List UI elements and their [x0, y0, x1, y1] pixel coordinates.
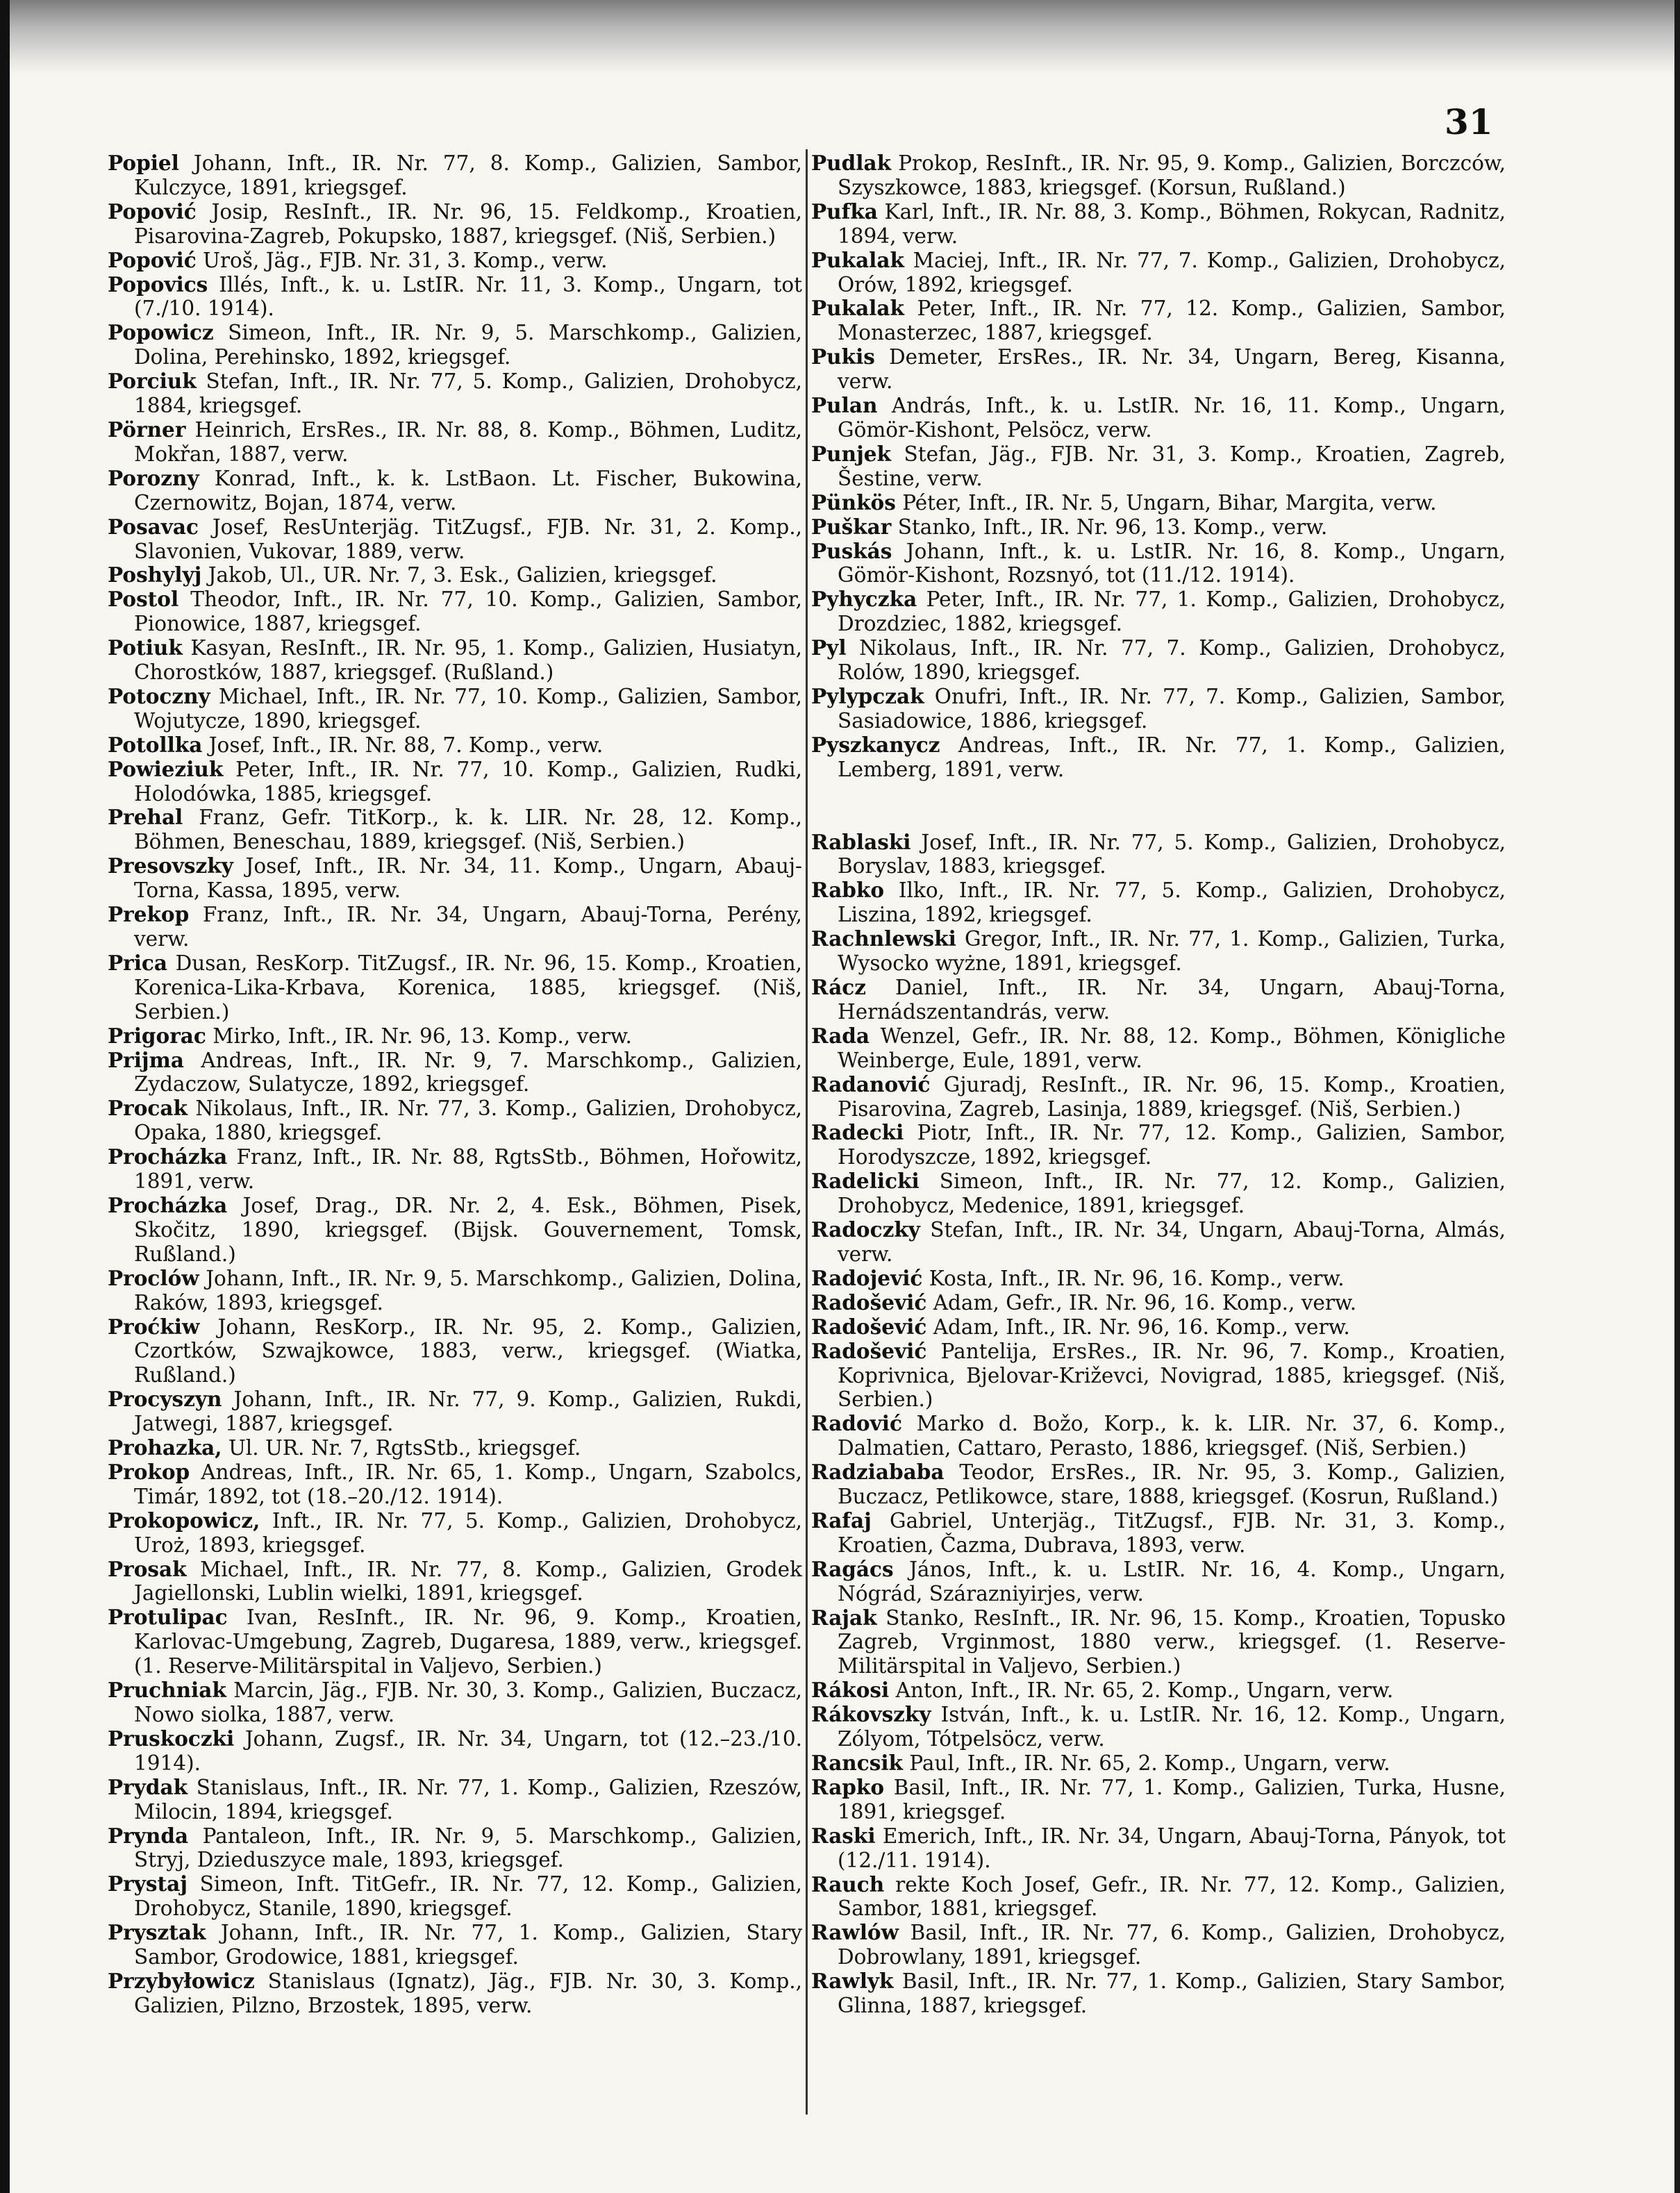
entry-details: Michael, Inft., IR. Nr. 77, 10. Komp., Galizien, Sambor, Wojutycze, 1890, kriegsgef. — [134, 684, 802, 733]
entry-surname: Radojević — [811, 1265, 923, 1290]
entry-details: Stanislaus (Ignatz), Jäg., FJB. Nr. 30, 3. Komp., Galizien, Pilzno, Brzostek, 1895, verw. — [134, 1969, 802, 2017]
register-entry — [811, 491, 1506, 515]
entry-surname: Prijma — [108, 1047, 184, 1072]
entry-details: Stefan, Inft., IR. Nr. 77, 5. Komp., Galizien, Drohobycz, 1884, kriegsgef. — [134, 369, 802, 418]
entry-details: Johann, Inft., IR. Nr. 77, 8. Komp., Galizien, Sambor, Kulczyce, 1891, kriegsgef. — [134, 151, 802, 199]
entry-details: Stanislaus, Inft., IR. Nr. 77, 1. Komp., Galizien, Rzeszów, Milocin, 1894, kriegsgef. — [134, 1775, 802, 1824]
entry-details: Peter, Inft., IR. Nr. 77, 12. Komp., Galizien, Sambor, Monasterzec, 1887, kriegsgef. — [838, 297, 1506, 345]
section-gap — [811, 782, 1506, 831]
register-entry — [811, 1267, 1506, 1291]
register-entry — [108, 1606, 802, 1678]
entry-details: Kasyan, ResInft., IR. Nr. 95, 1. Komp., Galizien, Husiatyn, Chorostków, 1887, kriegsgef. (Rußland.) — [134, 636, 802, 685]
entry-details: Pantaleon, Inft., IR. Nr. 9, 5. Marschkomp., Galizien, Stryj, Dzieduszyce male, 1893, kriegsgef. — [134, 1824, 802, 1872]
entry-details: Peter, Inft., IR. Nr. 77, 10. Komp., Galizien, Rudki, Holodówka, 1885, kriegsgef. — [134, 757, 802, 806]
entry-details: Basil, Inft., IR. Nr. 77, 1. Komp., Galizien, Turka, Husne, 1891, kriegsgef. — [838, 1775, 1506, 1824]
entry-surname: Poshylyj — [108, 562, 202, 587]
register-entry — [811, 1291, 1506, 1315]
entry-surname: Rákosi — [811, 1678, 890, 1703]
entry-details: Johann, Inft., IR. Nr. 9, 5. Marschkomp., Galizien, Dolina, Raków, 1893, kriegsgef. — [134, 1266, 802, 1315]
register-entry — [108, 1096, 802, 1145]
entry-details: Simeon, Inft., IR. Nr. 77, 12. Komp., Galizien, Drohobycz, Medenice, 1891, kriegsgef. — [838, 1169, 1506, 1218]
register-entry — [811, 345, 1506, 394]
entry-surname: Pyhyczka — [811, 587, 917, 612]
register-entry — [108, 1049, 802, 1097]
register-entry — [108, 151, 802, 200]
entry-surname: Potoczny — [108, 683, 210, 708]
entry-details: Inft., IR. Nr. 77, 5. Komp., Galizien, Drohobycz, Uroż, 1893, kriegsgef. — [134, 1508, 802, 1557]
entry-details: Mirko, Inft., IR. Nr. 96, 13. Komp., verw. — [213, 1024, 632, 1048]
column-divider — [806, 149, 808, 2115]
register-entry — [108, 1509, 802, 1558]
page-number: 31 — [1445, 101, 1493, 142]
register-entry — [108, 273, 802, 322]
entry-surname: Przybyłowicz — [108, 1968, 255, 1993]
register-entry — [108, 1387, 802, 1436]
entry-details: Dusan, ResKorp. TitZugsf., IR. Nr. 96, 15. Komp., Kroatien, Korenica-Lika-Krbava, Korenica, 1885, kriegsgef. (Niš, Serbien.) — [134, 951, 802, 1024]
entry-surname: Potiuk — [108, 635, 183, 660]
entry-details: Uroš, Jäg., FJB. Nr. 31, 3. Komp., verw. — [203, 248, 608, 272]
entry-surname: Prysztak — [108, 1920, 206, 1945]
entry-details: Demeter, ErsRes., IR. Nr. 34, Ungarn, Bereg, Kisanna, verw. — [838, 345, 1506, 394]
entry-surname: Popović — [108, 247, 197, 272]
entry-details: Stanko, ResInft., IR. Nr. 96, 15. Komp., Kroatien, Topusko Zagreb, Vrginmost, 1880 verw., kriegsgef. (1. Reserve-Militärspital in Valjevo, Serbien.) — [838, 1606, 1506, 1678]
register-entry — [108, 1315, 802, 1388]
register-entry — [108, 1678, 802, 1727]
entry-surname: Prigorac — [108, 1023, 206, 1048]
entry-details: Andreas, Inft., IR. Nr. 77, 1. Komp., Galizien, Lemberg, 1891, verw. — [838, 733, 1506, 781]
entry-surname: Potollka — [108, 732, 203, 757]
entry-surname: Prynda — [108, 1823, 189, 1848]
register-entry — [811, 636, 1506, 685]
entry-surname: Prohazka, — [108, 1435, 222, 1460]
entry-details: Franz, Inft., IR. Nr. 34, Ungarn, Abauj-Torna, Perény, verw. — [134, 903, 802, 951]
register-entry — [108, 1460, 802, 1509]
entry-surname: Radecki — [811, 1120, 904, 1145]
register-entry — [108, 369, 802, 418]
scan-left-edge — [0, 0, 10, 2193]
entry-surname: Radošević — [811, 1338, 927, 1363]
entry-surname: Porciuk — [108, 369, 197, 394]
entry-details: Johann, Inft., k. u. LstIR. Nr. 16, 8. Komp., Ungarn, Gömör-Kishont, Rozsnyó, tot (11./12. 1914). — [838, 539, 1506, 587]
entry-surname: Protulipac — [108, 1605, 228, 1630]
entry-surname: Radović — [811, 1411, 902, 1436]
entry-surname: Prokopowicz, — [108, 1508, 260, 1533]
entry-surname: Popovics — [108, 272, 208, 297]
register-entry — [108, 587, 802, 636]
register-entry — [811, 200, 1506, 249]
scan-right-edge — [1674, 0, 1680, 2193]
entry-surname: Rákovszky — [811, 1702, 931, 1727]
entry-surname: Radziababa — [811, 1460, 945, 1485]
entry-surname: Popović — [108, 199, 197, 224]
register-entry — [811, 878, 1506, 927]
register-entry — [108, 321, 802, 369]
entry-surname: Pulan — [811, 393, 878, 418]
register-entry — [811, 151, 1506, 200]
entry-details: Simeon, Inft., IR. Nr. 9, 5. Marschkomp., Galizien, Dolina, Perehinsko, 1892, kriegsgef. — [134, 321, 802, 369]
entry-details: Peter, Inft., IR. Nr. 77, 1. Komp., Galizien, Drohobycz, Drozdziec, 1882, kriegsgef. — [838, 587, 1506, 636]
register-entry — [108, 951, 802, 1024]
register-entry — [108, 1145, 802, 1194]
register-entry — [108, 1436, 802, 1460]
entry-details: Heinrich, ErsRes., IR. Nr. 88, 8. Komp., Böhmen, Luditz, Mokřan, 1887, verw. — [134, 417, 802, 466]
entry-surname: Radelicki — [811, 1169, 920, 1194]
register-entry — [811, 1873, 1506, 1921]
entry-details: Josef, Inft., IR. Nr. 34, 11. Komp., Ungarn, Abauj-Torna, Kassa, 1895, verw. — [134, 854, 802, 903]
entry-details: Josef, ResUnterjäg. TitZugsf., FJB. Nr. 31, 2. Komp., Slavonien, Vukovar, 1889, verw. — [134, 515, 802, 563]
entry-details: Adam, Inft., IR. Nr. 96, 16. Komp., verw. — [933, 1315, 1350, 1339]
entry-details: Michael, Inft., IR. Nr. 77, 8. Komp., Galizien, Grodek Jagiellonski, Lublin wielki, 1891, kriegsgef. — [134, 1557, 802, 1606]
entry-details: Stanko, Inft., IR. Nr. 96, 13. Komp., verw. — [897, 515, 1328, 539]
entry-surname: Prystaj — [108, 1871, 188, 1896]
register-entry — [108, 1194, 802, 1267]
entry-details: rekte Koch Josef, Gefr., IR. Nr. 77, 12. Komp., Galizien, Sambor, 1881, kriegsgef. — [838, 1872, 1506, 1921]
entry-surname: Pünkös — [811, 490, 896, 515]
register-entry — [811, 540, 1506, 588]
register-entry — [811, 1751, 1506, 1776]
register-entry — [811, 1558, 1506, 1606]
entry-surname: Presovszky — [108, 853, 233, 878]
register-entry — [108, 854, 802, 903]
entry-details: Simeon, Inft. TitGefr., IR. Nr. 77, 12. Komp., Galizien, Drohobycz, Stanile, 1890, kriegsgef. — [134, 1872, 802, 1921]
entry-details: Maciej, Inft., IR. Nr. 77, 7. Komp., Galizien, Drohobycz, Orów, 1892, kriegsgef. — [838, 248, 1506, 297]
register-entry — [811, 1460, 1506, 1509]
entry-details: Franz, Inft., IR. Nr. 88, RgtsStb., Böhmen, Hořowitz, 1891, verw. — [134, 1145, 802, 1194]
entry-surname: Procak — [108, 1096, 188, 1121]
scan-top-edge — [0, 0, 1680, 76]
entry-details: Piotr, Inft., IR. Nr. 77, 12. Komp., Galizien, Sambor, Horodyszcze, 1892, kriegsgef. — [838, 1121, 1506, 1169]
entry-surname: Procházka — [108, 1192, 228, 1217]
register-entry — [108, 1727, 802, 1776]
entry-surname: Punjek — [811, 441, 891, 466]
register-entry — [108, 903, 802, 951]
entry-surname: Pruchniak — [108, 1678, 226, 1703]
entry-surname: Radošević — [811, 1314, 927, 1339]
entry-surname: Radošević — [811, 1290, 927, 1315]
entry-surname: Postol — [108, 587, 179, 612]
entry-surname: Prosak — [108, 1556, 187, 1581]
entry-details: Johann, Inft., IR. Nr. 77, 9. Komp., Galizien, Rukdi, Jatwegi, 1887, kriegsgef. — [134, 1387, 802, 1436]
entry-surname: Proćkiw — [108, 1314, 200, 1339]
entry-details: Gabriel, Unterjäg., TitZugsf., FJB. Nr. 31, 3. Komp., Kroatien, Čazma, Dubrava, 1893, verw. — [838, 1508, 1506, 1557]
register-entry — [811, 394, 1506, 442]
entry-surname: Rabko — [811, 878, 885, 903]
register-entry — [811, 1218, 1506, 1267]
register-entry — [108, 563, 802, 587]
entry-surname: Prokop — [108, 1459, 190, 1484]
entry-details: Paul, Inft., IR. Nr. 65, 2. Komp., Ungarn, verw. — [909, 1751, 1390, 1775]
register-entry — [108, 467, 802, 515]
entry-surname: Porozny — [108, 465, 199, 490]
register-entry — [811, 1678, 1506, 1703]
right-column-group-p — [811, 151, 1506, 782]
entry-details: Marko d. Božo, Korp., k. k. LIR. Nr. 37, 6. Komp., Dalmatien, Cattaro, Perasto, 1886, kriegsgef. (Niš, Serbien.) — [838, 1412, 1506, 1460]
register-entry — [108, 1558, 802, 1606]
register-entry — [811, 249, 1506, 297]
register-entry — [108, 806, 802, 854]
register-entry — [811, 1073, 1506, 1121]
entry-surname: Procyszyn — [108, 1387, 222, 1412]
entry-surname: Pörner — [108, 417, 186, 442]
register-entry — [108, 249, 802, 273]
entry-surname: Radoczky — [811, 1217, 920, 1242]
register-entry — [108, 1824, 802, 1873]
entry-details: Pantelija, ErsRes., IR. Nr. 96, 7. Komp., Kroatien, Koprivnica, Bjelovar-Križevci, Novigrad, 1885, kriegsgef. (Niš, Serbien.) — [838, 1339, 1506, 1412]
entry-surname: Pudlak — [811, 151, 892, 175]
entry-surname: Pufka — [811, 199, 878, 224]
entry-details: János, Inft., k. u. LstIR. Nr. 16, 4. Komp., Ungarn, Nógrád, Szárazniyirjes, verw. — [838, 1557, 1506, 1606]
right-column-group-r — [811, 831, 1506, 2018]
entry-details: Johann, Inft., IR. Nr. 77, 1. Komp., Galizien, Stary Sambor, Grodowice, 1881, kriegsgef. — [134, 1921, 802, 1969]
register-entry — [108, 1776, 802, 1824]
register-entry — [811, 1169, 1506, 1218]
entry-surname: Posavac — [108, 514, 199, 539]
entry-details: Andreas, Inft., IR. Nr. 65, 1. Komp., Ungarn, Szabolcs, Timár, 1892, tot (18.–20./12. 1914). — [134, 1460, 802, 1508]
entry-details: Andreas, Inft., IR. Nr. 9, 7. Marschkomp., Galizien, Zydaczow, Sulatycze, 1892, kriegsgef. — [134, 1048, 802, 1096]
entry-surname: Rafaj — [811, 1508, 872, 1533]
register-entry — [108, 1872, 802, 1921]
entry-details: Johann, ResKorp., IR. Nr. 95, 2. Komp., Galizien, Czortków, Szwajkowce, 1883, verw., kriegsgef. (Wiatka, Rußland.) — [134, 1315, 802, 1387]
register-entry — [811, 515, 1506, 540]
entry-surname: Procházka — [108, 1144, 228, 1169]
left-column — [108, 151, 802, 2018]
entry-details: Adam, Gefr., IR. Nr. 96, 16. Komp., verw. — [933, 1290, 1357, 1315]
entry-details: Péter, Inft., IR. Nr. 5, Ungarn, Bihar, Margita, verw. — [902, 490, 1437, 515]
register-entry — [811, 831, 1506, 879]
register-entry — [108, 200, 802, 249]
entry-surname: Rawlów — [811, 1920, 899, 1945]
register-entry — [811, 442, 1506, 491]
entry-surname: Puškar — [811, 514, 892, 539]
entry-surname: Rajak — [811, 1605, 877, 1630]
entry-details: András, Inft., k. u. LstIR. Nr. 16, 11. Komp., Ungarn, Gömör-Kishont, Pelsöcz, verw. — [838, 394, 1506, 442]
register-entry — [108, 1969, 802, 2018]
entry-surname: Radanović — [811, 1072, 931, 1096]
entry-surname: Prydak — [108, 1774, 188, 1799]
entry-details: Konrad, Inft., k. k. LstBaon. Lt. Fischer, Bukowina, Czernowitz, Bojan, 1874, verw. — [134, 466, 802, 515]
entry-details: Theodor, Inft., IR. Nr. 77, 10. Komp., Galizien, Sambor, Pionowice, 1887, kriegsgef. — [134, 587, 802, 636]
register-entry — [811, 976, 1506, 1024]
entry-details: Josip, ResInft., IR. Nr. 96, 15. Feldkomp., Kroatien, Pisarovina-Zagreb, Pokupsko, 1887, kriegsgef. (Niš, Serbien.) — [134, 199, 802, 248]
entry-details: Jakob, Ul., UR. Nr. 7, 3. Esk., Galizien, kriegsgef. — [208, 563, 717, 587]
entry-details: Nikolaus, Inft., IR. Nr. 77, 7. Komp., Galizien, Drohobycz, Rolów, 1890, kriegsgef. — [838, 636, 1506, 685]
register-entry — [811, 1315, 1506, 1340]
register-entry — [811, 297, 1506, 345]
entry-surname: Popiel — [108, 151, 179, 175]
entry-surname: Rapko — [811, 1774, 885, 1799]
register-entry — [108, 733, 802, 758]
entry-surname: Pruskoczki — [108, 1726, 235, 1751]
entry-details: Ul. UR. Nr. 7, RgtsStb., kriegsgef. — [228, 1436, 581, 1460]
entry-details: Josef, Inft., IR. Nr. 77, 5. Komp., Galizien, Drohobycz, Boryslav, 1883, kriegsgef. — [838, 830, 1506, 878]
entry-details: Anton, Inft., IR. Nr. 65, 2. Komp., Ungarn, verw. — [895, 1678, 1394, 1703]
register-entry — [811, 1921, 1506, 1969]
entry-surname: Proclów — [108, 1265, 199, 1290]
register-entry — [108, 418, 802, 467]
entry-details: Josef, Inft., IR. Nr. 88, 7. Komp., verw. — [208, 733, 604, 757]
entry-details: Stefan, Inft., IR. Nr. 34, Ungarn, Abauj-Torna, Almás, verw. — [838, 1218, 1506, 1266]
register-entry — [108, 515, 802, 564]
entry-details: Illés, Inft., k. u. LstIR. Nr. 11, 3. Komp., Ungarn, tot (7./10. 1914). — [134, 272, 802, 321]
register-entry — [811, 1412, 1506, 1460]
register-entry — [811, 733, 1506, 782]
entry-details: Daniel, Inft., IR. Nr. 34, Ungarn, Abauj-Torna, Hernádszentandrás, verw. — [838, 976, 1506, 1024]
entry-details: Emerich, Inft., IR. Nr. 34, Ungarn, Abauj-Torna, Pányok, tot (12./11. 1914). — [838, 1824, 1506, 1872]
entry-details: Josef, Drag., DR. Nr. 2, 4. Esk., Böhmen, Pisek, Skočitz, 1890, kriegsgef. (Bijsk. Gouvernement, Tomsk, Rußland.) — [134, 1193, 802, 1266]
entry-surname: Prehal — [108, 805, 183, 830]
entry-surname: Pyl — [811, 635, 847, 660]
register-entry — [811, 1824, 1506, 1873]
entry-surname: Prica — [108, 950, 168, 975]
register-entry — [108, 636, 802, 685]
entry-details: Kosta, Inft., IR. Nr. 96, 16. Komp., verw. — [929, 1266, 1345, 1290]
register-entry — [811, 1340, 1506, 1412]
entry-details: Wenzel, Gefr., IR. Nr. 88, 12. Komp., Böhmen, Königliche Weinberge, Eule, 1891, verw. — [838, 1024, 1506, 1072]
entry-details: Marcin, Jäg., FJB. Nr. 30, 3. Komp., Galizien, Buczacz, Nowo siolka, 1887, verw. — [134, 1678, 802, 1726]
register-entry — [108, 1921, 802, 1969]
entry-surname: Pylypczak — [811, 683, 924, 708]
entry-details: Gjuradj, ResInft., IR. Nr. 96, 15. Komp., Kroatien, Pisarovina, Zagreb, Lasinja, 1889, kriegsgef. (Niš, Serbien.) — [838, 1072, 1506, 1121]
register-entry — [811, 1776, 1506, 1824]
entry-surname: Puskás — [811, 538, 892, 563]
entry-details: Prokop, ResInft., IR. Nr. 95, 9. Komp., Galizien, Borczców, Szyszkowce, 1883, kriegsgef. (Korsun, Rußland.) — [838, 151, 1506, 199]
entry-surname: Pyszkanycz — [811, 732, 940, 757]
entry-details: Ivan, ResInft., IR. Nr. 96, 9. Komp., Kroatien, Karlovac-Umgebung, Zagreb, Dugaresa, 1889, verw., kriegsgef. (1. Reserve-Militärspital in Valjevo, Serbien.) — [134, 1606, 802, 1678]
entry-details: Stefan, Jäg., FJB. Nr. 31, 3. Komp., Kroatien, Zagreb, Šestine, verw. — [838, 442, 1506, 490]
register-entry — [811, 1121, 1506, 1169]
register-entry — [811, 1969, 1506, 2018]
entry-details: Basil, Inft., IR. Nr. 77, 6. Komp., Galizien, Drohobycz, Dobrowlany, 1891, kriegsgef. — [838, 1921, 1506, 1969]
entry-surname: Ragács — [811, 1556, 894, 1581]
register-entry — [811, 1606, 1506, 1679]
entry-surname: Prekop — [108, 902, 190, 927]
register-entry — [108, 758, 802, 806]
right-column — [811, 151, 1506, 2018]
register-entry — [811, 685, 1506, 733]
entry-surname: Pukis — [811, 344, 875, 369]
entry-surname: Rancsik — [811, 1751, 903, 1775]
entry-surname: Rablaski — [811, 829, 911, 854]
entry-surname: Rauch — [811, 1871, 885, 1896]
register-entry — [811, 1703, 1506, 1751]
entry-surname: Popowicz — [108, 320, 214, 345]
entry-surname: Rawlyk — [811, 1969, 894, 1994]
register-entry — [811, 927, 1506, 976]
entry-surname: Rácz — [811, 975, 867, 999]
entry-details: Karl, Inft., IR. Nr. 88, 3. Komp., Böhmen, Rokycan, Radnitz, 1894, verw. — [838, 199, 1506, 248]
entry-surname: Rada — [811, 1023, 870, 1048]
register-entry — [108, 1267, 802, 1315]
entry-details: Teodor, ErsRes., IR. Nr. 95, 3. Komp., Galizien, Buczacz, Petlikowce, stare, 1888, kriegsgef. (Kosrun, Rußland.) — [838, 1460, 1506, 1509]
entry-surname: Pukalak — [811, 247, 904, 272]
entry-surname: Rachnlewski — [811, 926, 956, 951]
register-entry — [811, 1509, 1506, 1558]
register-entry — [108, 1024, 802, 1049]
entry-details: Johann, Zugsf., IR. Nr. 34, Ungarn, tot (12.–23./10. 1914). — [134, 1726, 802, 1775]
entry-surname: Pukalak — [811, 296, 904, 321]
entry-details: Onufri, Inft., IR. Nr. 77, 7. Komp., Galizien, Sambor, Sasiadowice, 1886, kriegsgef. — [838, 684, 1506, 733]
entry-details: Gregor, Inft., IR. Nr. 77, 1. Komp., Galizien, Turka, Wysocko wyżne, 1891, kriegsgef. — [838, 927, 1506, 976]
entry-details: István, Inft., k. u. LstIR. Nr. 16, 12. Komp., Ungarn, Zólyom, Tótpelsöcz, verw. — [838, 1703, 1506, 1751]
register-entry — [108, 685, 802, 733]
entry-details: Nikolaus, Inft., IR. Nr. 77, 3. Komp., Galizien, Drohobycz, Opaka, 1880, kriegsgef. — [134, 1096, 802, 1145]
register-entry — [811, 587, 1506, 636]
entry-surname: Raski — [811, 1823, 876, 1848]
entry-details: Ilko, Inft., IR. Nr. 77, 5. Komp., Galizien, Drohobycz, Liszina, 1892, kriegsgef. — [838, 878, 1506, 927]
register-entry — [811, 1024, 1506, 1073]
entry-surname: Powieziuk — [108, 756, 224, 781]
entry-details: Basil, Inft., IR. Nr. 77, 1. Komp., Galizien, Stary Sambor, Glinna, 1887, kriegsgef. — [838, 1969, 1506, 2018]
entry-details: Franz, Gefr. TitKorp., k. k. LIR. Nr. 28, 12. Komp., Böhmen, Beneschau, 1889, kriegsgef. (Niš, Serbien.) — [134, 806, 802, 854]
